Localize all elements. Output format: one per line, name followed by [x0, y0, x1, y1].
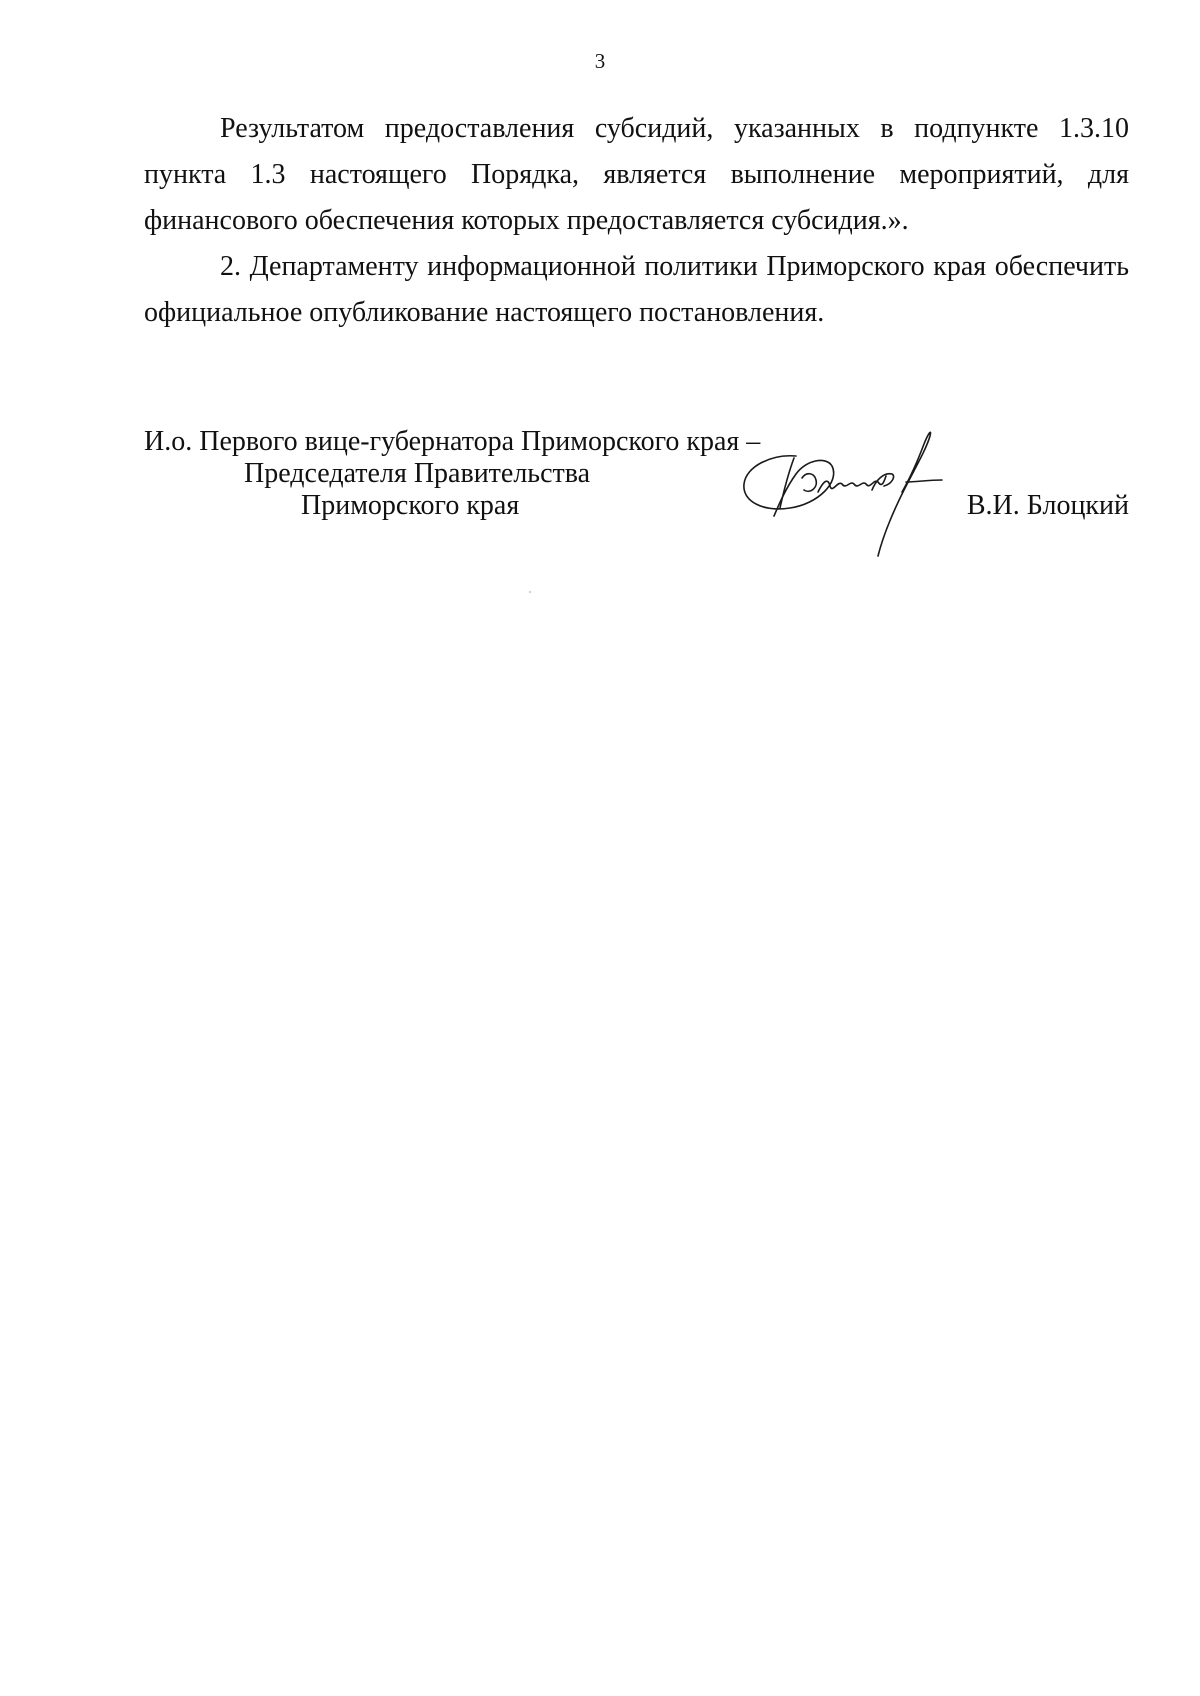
- signer-name: В.И. Блоцкий: [966, 490, 1129, 521]
- scan-speck: [529, 591, 531, 593]
- signatory-title-line-2: Председателя Правительства: [244, 458, 591, 489]
- signatory-title-line-3: Приморского края: [301, 490, 520, 521]
- handwritten-signature-icon: [734, 428, 964, 563]
- signature-block: [144, 426, 1129, 576]
- document-body: [144, 106, 1129, 336]
- signatory-title-line-1: И.о. Первого вице-губернатора Приморского края –: [144, 426, 761, 457]
- paragraph-publication: 2. Департаменту информационной политики Приморского края обеспечить официальное опубликование настоящего постановления.: [144, 251, 1129, 328]
- paragraph-result: Результатом предоставления субсидий, указанных в подпункте 1.3.10 пункта 1.3 настоящего Порядка, является выполнение мероприятий, для финансового обеспечения которых предоставляется субсидия.».: [144, 113, 1129, 236]
- page-number: 3: [594, 49, 606, 73]
